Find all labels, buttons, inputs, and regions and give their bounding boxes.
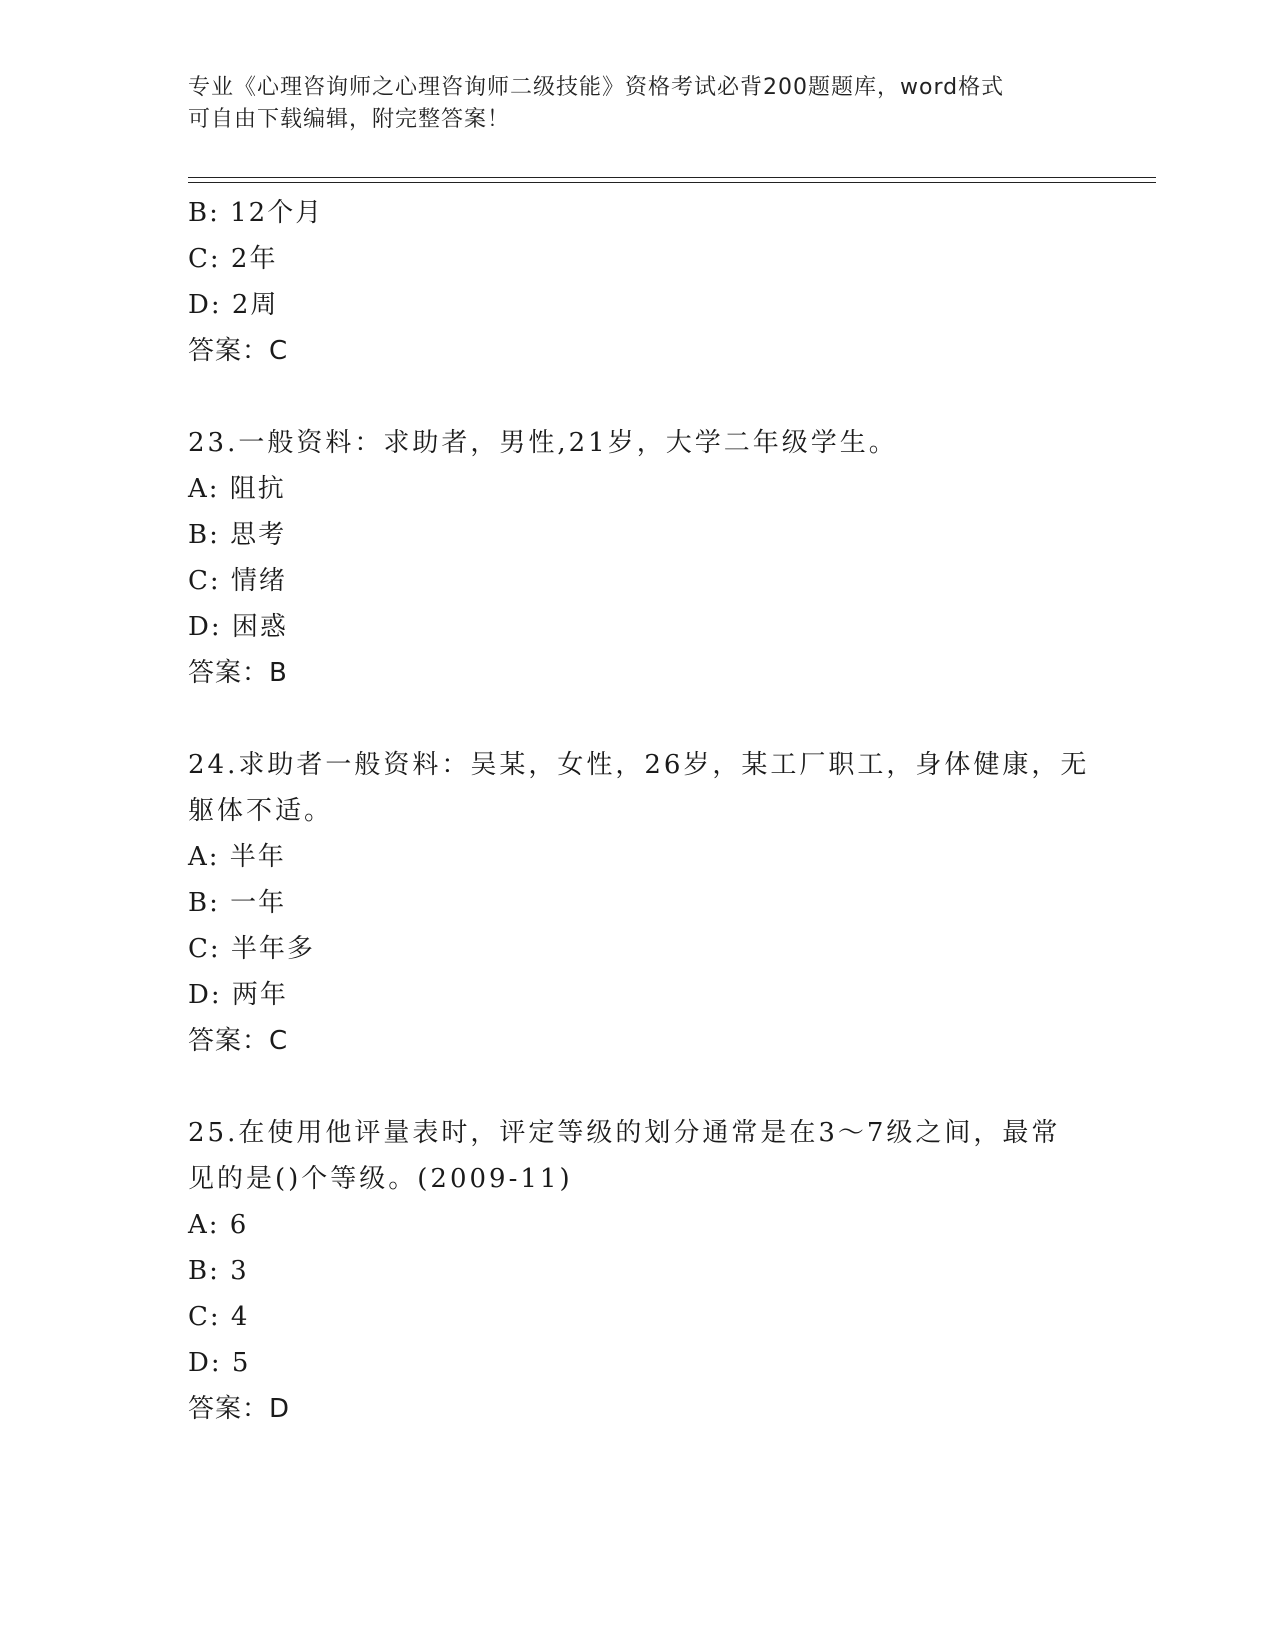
question-23 xyxy=(188,420,1088,696)
option-c: C: 4 xyxy=(188,1302,250,1332)
answer-line: 答案：C xyxy=(188,1026,289,1056)
document-header xyxy=(188,72,1068,136)
option-d: D: 2周 xyxy=(188,290,279,320)
question-24 xyxy=(188,742,1088,1064)
option-d: D: 两年 xyxy=(188,980,288,1010)
answer-line: 答案：D xyxy=(188,1394,291,1424)
option-b: B: 12个月 xyxy=(188,198,324,228)
option-c: C: 情绪 xyxy=(188,566,287,596)
question-22-continued xyxy=(188,190,1088,374)
spacer xyxy=(188,374,1088,420)
option-d: D: 困惑 xyxy=(188,612,288,642)
option-b: B: 一年 xyxy=(188,888,287,918)
spacer xyxy=(188,696,1088,742)
option-b: B: 3 xyxy=(188,1256,249,1286)
option-b: B: 思考 xyxy=(188,520,287,550)
question-stem-line-2: 见的是()个等级。(2009-11) xyxy=(188,1164,573,1194)
answer-line: 答案：B xyxy=(188,658,288,688)
option-c: C: 半年多 xyxy=(188,934,315,964)
question-stem-line-2: 躯体不适。 xyxy=(188,796,334,826)
question-stem: 23.一般资料：求助者，男性,21岁，大学二年级学生。 xyxy=(188,428,898,458)
option-d: D: 5 xyxy=(188,1348,251,1378)
option-a: A: 阻抗 xyxy=(188,474,286,504)
question-list xyxy=(188,190,1088,1432)
option-a: A: 半年 xyxy=(188,842,286,872)
question-stem-line-1: 25.在使用他评量表时，评定等级的划分通常是在3～7级之间，最常 xyxy=(188,1118,1061,1148)
option-c: C: 2年 xyxy=(188,244,278,274)
option-a: A: 6 xyxy=(188,1210,249,1240)
answer-line: 答案：C xyxy=(188,336,289,366)
header-divider-top xyxy=(188,177,1156,178)
header-divider-bottom xyxy=(188,182,1156,183)
question-stem-line-1: 24.求助者一般资料：吴某，女性，26岁，某工厂职工，身体健康，无 xyxy=(188,750,1090,780)
spacer xyxy=(188,1064,1088,1110)
header-title-line-1: 专业《心理咨询师之心理咨询师二级技能》资格考试必背200题题库，word格式 xyxy=(188,75,1005,100)
question-25 xyxy=(188,1110,1088,1432)
header-title-line-2: 可自由下载编辑，附完整答案！ xyxy=(188,107,511,132)
